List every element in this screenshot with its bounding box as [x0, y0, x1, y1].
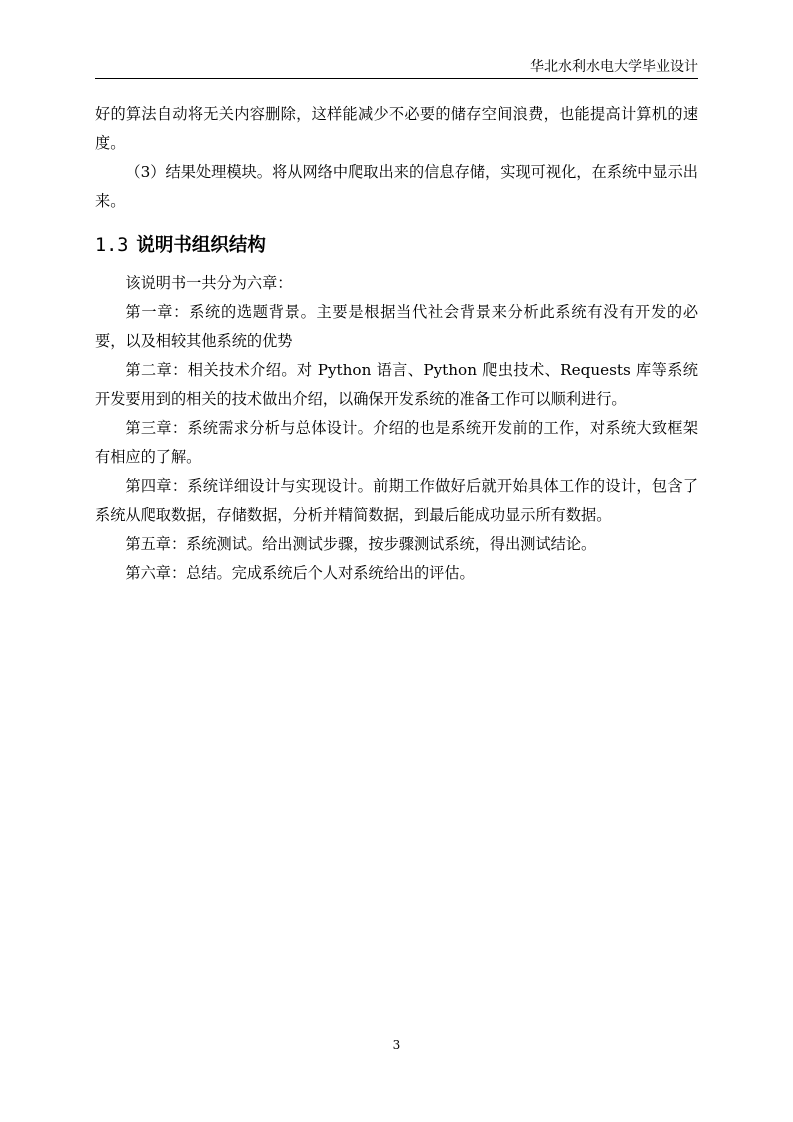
- paragraph: 第四章：系统详细设计与实现设计。前期工作做好后就开始具体工作的设计，包含了系统从爬取数据，存储数据，分析并精简数据，到最后能成功显示所有数据。: [95, 477, 698, 524]
- running-header: 华北水利水电大学毕业设计: [530, 59, 698, 75]
- section-heading: [95, 231, 698, 261]
- section-title: 说明书组织结构: [136, 235, 266, 256]
- paragraph: 第五章：系统测试。给出测试步骤，按步骤测试系统，得出测试结论。: [125, 535, 597, 553]
- paragraph: 好的算法自动将无关内容删除，这样能减少不必要的储存空间浪费，也能提高计算机的速度。: [95, 105, 698, 152]
- paragraph: 第六章：总结。完成系统后个人对系统给出的评估。: [125, 564, 475, 582]
- page-number: 3: [392, 1038, 401, 1052]
- paragraph: 该说明书一共分为六章：: [125, 274, 293, 292]
- paragraph: 第二章：相关技术介绍。对 Python 语言、Python 爬虫技术、Requests 库等系统开发要用到的相关的技术做出介绍，以确保开发系统的准备工作可以顺利进行。: [95, 361, 698, 408]
- paragraph: 第三章：系统需求分析与总体设计。介绍的也是系统开发前的工作，对系统大致框架有相应的了解。: [95, 419, 698, 466]
- header-rule: [95, 78, 698, 79]
- paragraph: （3）结果处理模块。将从网络中爬取出来的信息存储，实现可视化，在系统中显示出来。: [95, 163, 698, 210]
- paragraph: 第一章：系统的选题背景。主要是根据当代社会背景来分析此系统有没有开发的必要，以及相较其他系统的优势: [95, 303, 698, 350]
- section-number: 1.3: [95, 235, 129, 256]
- page-body: [95, 100, 698, 588]
